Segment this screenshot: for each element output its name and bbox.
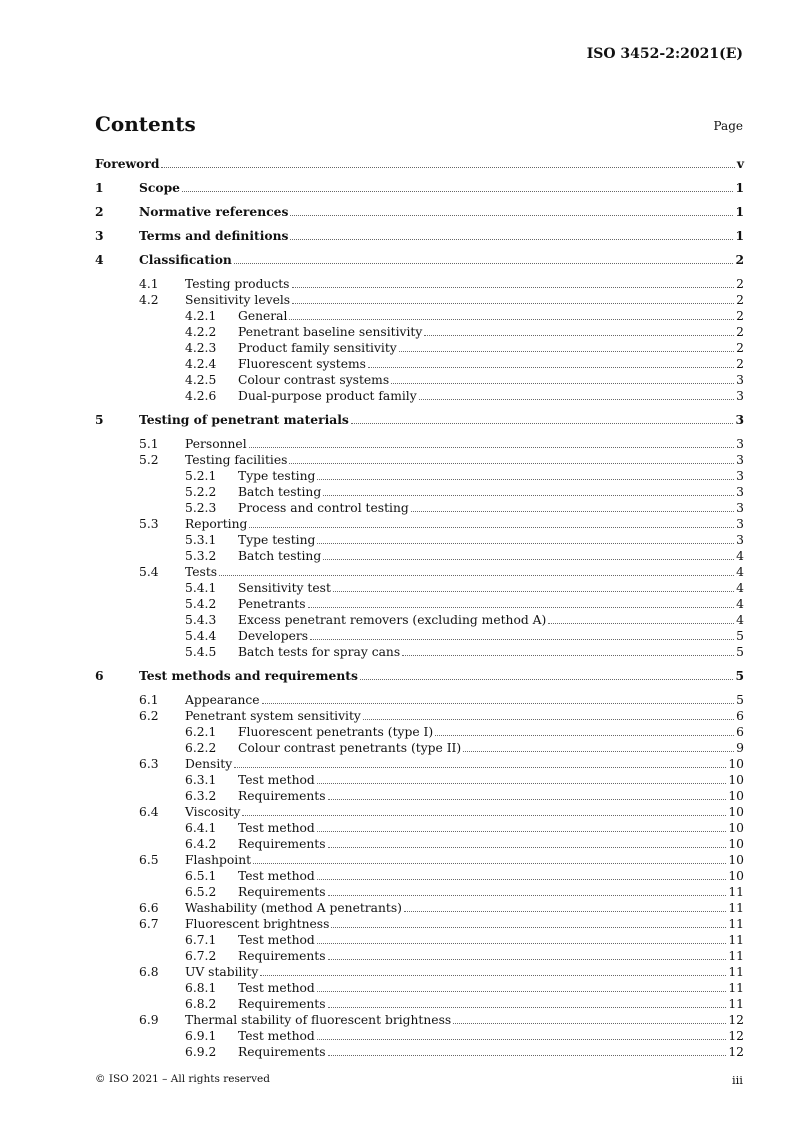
dot-leader	[323, 548, 734, 560]
toc-entry-page: 4	[736, 565, 744, 579]
toc-entry-number: 6.4.2	[185, 837, 217, 851]
toc-entry[interactable]	[95, 308, 744, 324]
toc-entry-title: Personnel	[185, 437, 247, 451]
dot-leader	[310, 628, 734, 640]
toc-entry-number: 6.7.2	[185, 949, 217, 963]
toc-entry-number: 6.4	[139, 805, 159, 819]
dot-leader	[391, 372, 734, 384]
toc-entry-page: 11	[728, 885, 744, 899]
toc-entry-number: 6.9.1	[185, 1029, 217, 1043]
dot-leader	[453, 1012, 726, 1024]
dot-leader	[290, 228, 733, 240]
dot-leader	[249, 436, 735, 448]
toc-entry-number: 6.9	[139, 1013, 159, 1027]
toc-entry-page: 2	[735, 252, 744, 267]
toc-entry-title: Sensitivity test	[238, 581, 331, 595]
toc-entry-page: 3	[736, 453, 744, 467]
toc-entry-number: 6.2.2	[185, 741, 217, 755]
toc-entry[interactable]	[95, 772, 744, 788]
toc-entry[interactable]	[95, 156, 744, 180]
toc-entry-page: 3	[736, 389, 744, 403]
toc-entry-page: 2	[736, 357, 744, 371]
toc-entry-page: 11	[728, 965, 744, 979]
dot-leader	[308, 596, 735, 608]
toc-entry-number: 5.3.2	[185, 549, 217, 563]
toc-entry-title: Fluorescent penetrants (type I)	[238, 725, 434, 739]
toc-entry-number: 5.4.4	[185, 629, 217, 643]
dot-leader	[317, 820, 727, 832]
dot-leader	[249, 516, 734, 528]
toc-entry-number: 6.3.1	[185, 773, 217, 787]
toc-entry-title: Requirements	[238, 885, 326, 899]
toc-entry-number: 4.2.4	[185, 357, 217, 371]
dot-leader	[317, 868, 727, 880]
dot-leader	[328, 996, 727, 1008]
toc-entry-title: Viscosity	[185, 805, 241, 819]
toc-entry-title: Flashpoint	[185, 853, 252, 867]
copyright-notice: © ISO 2021 – All rights reserved	[95, 1073, 270, 1085]
toc-entry[interactable]	[95, 628, 744, 644]
toc-entry[interactable]	[95, 596, 744, 612]
toc-entry-number: 4	[95, 252, 104, 267]
toc-entry-title: Foreword	[95, 156, 160, 171]
toc-entry[interactable]	[95, 788, 744, 804]
dot-leader	[182, 180, 733, 192]
toc-entry-title: Requirements	[238, 949, 326, 963]
toc-entry-page: 1	[735, 228, 744, 243]
toc-entry[interactable]	[95, 388, 744, 404]
toc-entry[interactable]	[95, 836, 744, 852]
toc-entry-title: Test method	[238, 981, 315, 995]
toc-entry[interactable]	[95, 916, 744, 932]
toc-entry-title: Appearance	[185, 693, 260, 707]
toc-entry[interactable]	[95, 500, 744, 516]
toc-entry[interactable]	[95, 548, 744, 564]
dot-leader	[242, 804, 726, 816]
toc-entry[interactable]	[95, 180, 744, 204]
toc-entry-number: 6.5.2	[185, 885, 217, 899]
toc-entry[interactable]	[95, 484, 744, 500]
dot-leader	[351, 412, 734, 424]
toc-entry-page: 5	[736, 645, 744, 659]
toc-entry-page: 4	[736, 613, 744, 627]
toc-entry-title: Reporting	[185, 517, 248, 531]
toc-entry-number: 4.2.6	[185, 389, 217, 403]
toc-entry-number: 4.2.1	[185, 309, 217, 323]
toc-entry-page: 3	[736, 501, 744, 515]
toc-entry-number: 5.1	[139, 437, 159, 451]
toc-entry-number: 4.2.5	[185, 373, 217, 387]
toc-entry-number: 5.2.1	[185, 469, 217, 483]
toc-entry-page: 10	[728, 869, 744, 883]
toc-entry-title: Test method	[238, 1029, 315, 1043]
dot-leader	[548, 612, 734, 624]
toc-entry-title: Dual-purpose product family	[238, 389, 417, 403]
toc-entry-page: 6	[736, 725, 744, 739]
toc-entry-number: 6.6	[139, 901, 159, 915]
toc-entry[interactable]	[95, 324, 744, 340]
toc-entry-number: 5.4.5	[185, 645, 217, 659]
toc-entry-number: 4.2.2	[185, 325, 217, 339]
toc-entry-page: 5	[735, 668, 744, 683]
toc-entry-title: Test method	[238, 773, 315, 787]
toc-entry-page: 10	[728, 853, 744, 867]
toc-entry[interactable]	[95, 804, 744, 820]
toc-entry-page: 2	[736, 325, 744, 339]
dot-leader	[161, 156, 734, 168]
toc-entry-number: 5.2.3	[185, 501, 217, 515]
toc-entry[interactable]	[95, 1028, 744, 1044]
toc-entry[interactable]	[95, 1044, 744, 1060]
toc-entry-title: Developers	[238, 629, 309, 643]
toc-entry-number: 6.7.1	[185, 933, 217, 947]
toc-entry-number: 5.4.1	[185, 581, 217, 595]
toc-entry-title: Test method	[238, 869, 315, 883]
toc-entry-page: 4	[736, 581, 744, 595]
toc-entry-title: Excess penetrant removers (excluding method A)	[238, 613, 547, 627]
toc-entry-number: 6.2	[139, 709, 159, 723]
toc-entry-title: Penetrant system sensitivity	[185, 709, 361, 723]
page-column-label: Page	[713, 119, 743, 133]
toc-entry[interactable]	[95, 948, 744, 964]
toc-entry-title: Scope	[139, 180, 180, 195]
toc-entry-number: 1	[95, 180, 104, 195]
dot-leader	[360, 668, 734, 680]
toc-entry-title: Penetrants	[238, 597, 306, 611]
toc-entry-number: 5.3	[139, 517, 159, 531]
toc-entry-page: 3	[736, 373, 744, 387]
toc-entry[interactable]	[95, 884, 744, 900]
dot-leader	[368, 356, 734, 368]
toc-entry-number: 2	[95, 204, 104, 219]
toc-entry-title: Type testing	[238, 469, 316, 483]
dot-leader	[317, 532, 734, 544]
dot-leader	[317, 772, 727, 784]
toc-entry-page: 10	[728, 837, 744, 851]
toc-entry-number: 6.8.2	[185, 997, 217, 1011]
toc-entry-page: 3	[736, 437, 744, 451]
toc-entry-title: Terms and definitions	[139, 228, 289, 243]
toc-entry-page: 9	[736, 741, 744, 755]
dot-leader	[289, 308, 734, 320]
toc-entry-title: Type testing	[238, 533, 316, 547]
toc-entry-number: 6	[95, 668, 104, 683]
toc-entry[interactable]	[95, 516, 744, 532]
page-title: Contents	[95, 112, 196, 136]
toc-entry-page: 10	[728, 821, 744, 835]
toc-entry[interactable]	[95, 564, 744, 580]
toc-entry-page: v	[736, 156, 744, 171]
toc-entry-title: Test method	[238, 821, 315, 835]
dot-leader	[419, 388, 734, 400]
toc-entry-page: 12	[728, 1013, 744, 1027]
toc-entry[interactable]	[95, 580, 744, 596]
toc-entry[interactable]	[95, 852, 744, 868]
toc-entry[interactable]	[95, 900, 744, 916]
toc-entry[interactable]	[95, 252, 744, 276]
toc-entry-title: Batch testing	[238, 549, 322, 563]
dot-leader	[399, 340, 734, 352]
toc-entry[interactable]	[95, 996, 744, 1012]
toc-entry[interactable]	[95, 356, 744, 372]
toc-entry[interactable]	[95, 708, 744, 724]
toc-entry[interactable]	[95, 468, 744, 484]
toc-entry-title: Batch testing	[238, 485, 322, 499]
toc-entry-title: Sensitivity levels	[185, 293, 291, 307]
toc-entry-page: 5	[736, 629, 744, 643]
toc-entry-title: Normative references	[139, 204, 289, 219]
toc-entry[interactable]	[95, 740, 744, 756]
toc-entry-page: 10	[728, 789, 744, 803]
toc-entry-number: 5.4.3	[185, 613, 217, 627]
toc-entry-page: 11	[728, 981, 744, 995]
dot-leader	[404, 900, 726, 912]
dot-leader	[317, 1028, 727, 1040]
toc-entry-title: Penetrant baseline sensitivity	[238, 325, 423, 339]
toc-entry-page: 11	[728, 997, 744, 1011]
toc-entry-page: 2	[736, 293, 744, 307]
toc-entry[interactable]	[95, 452, 744, 468]
toc-entry-page: 4	[736, 597, 744, 611]
toc-entry-title: Colour contrast penetrants (type II)	[238, 741, 462, 755]
toc-entry-title: Requirements	[238, 997, 326, 1011]
toc-entry[interactable]	[95, 228, 744, 252]
toc-entry-number: 6.8.1	[185, 981, 217, 995]
dot-leader	[424, 324, 734, 336]
toc-entry-title: Thermal stability of fluorescent brightness	[185, 1013, 452, 1027]
toc-entry-number: 6.4.1	[185, 821, 217, 835]
dot-leader	[328, 1044, 727, 1056]
toc-entry[interactable]	[95, 868, 744, 884]
toc-entry-page: 12	[728, 1045, 744, 1059]
toc-entry[interactable]	[95, 932, 744, 948]
toc-entry-page: 11	[728, 949, 744, 963]
dot-leader	[290, 204, 733, 216]
toc-entry-title: Testing of penetrant materials	[139, 412, 349, 427]
toc-entry-number: 5	[95, 412, 104, 427]
toc-entry-title: Classification	[139, 252, 232, 267]
toc-entry[interactable]	[95, 532, 744, 548]
toc-entry-number: 5.2	[139, 453, 159, 467]
toc-entry[interactable]	[95, 612, 744, 628]
toc-entry-title: Fluorescent brightness	[185, 917, 330, 931]
toc-entry-page: 11	[728, 901, 744, 915]
dot-leader	[234, 252, 734, 264]
toc-entry-number: 6.3.2	[185, 789, 217, 803]
dot-leader	[317, 932, 727, 944]
dot-leader	[331, 916, 726, 928]
toc-entry-title: Requirements	[238, 1045, 326, 1059]
dot-leader	[333, 580, 734, 592]
toc-entry-number: 6.7	[139, 917, 159, 931]
toc-entry-number: 4.2.3	[185, 341, 217, 355]
toc-entry-title: General	[238, 309, 288, 323]
toc-entry-page: 11	[728, 933, 744, 947]
toc-entry[interactable]	[95, 340, 744, 356]
toc-entry-title: Testing products	[185, 277, 290, 291]
dot-leader	[402, 644, 734, 656]
toc-entry-title: Fluorescent systems	[238, 357, 366, 371]
toc-entry-page: 4	[736, 549, 744, 563]
toc-entry[interactable]	[95, 756, 744, 772]
toc-entry[interactable]	[95, 668, 744, 692]
toc-entry-number: 6.3	[139, 757, 159, 771]
dot-leader	[411, 500, 734, 512]
toc-entry-page: 3	[736, 533, 744, 547]
toc-entry-number: 4.1	[139, 277, 159, 291]
toc-entry-title: Tests	[185, 565, 218, 579]
toc-entry-number: 6.2.1	[185, 725, 217, 739]
dot-leader	[463, 740, 734, 752]
toc-entry-title: Process and control testing	[238, 501, 409, 515]
toc-entry-page: 12	[728, 1029, 744, 1043]
toc-entry-title: UV stability	[185, 965, 259, 979]
toc-entry-number: 4.2	[139, 293, 159, 307]
dot-leader	[435, 724, 734, 736]
toc-entry-title: Batch tests for spray cans	[238, 645, 401, 659]
toc-entry[interactable]	[95, 1012, 744, 1028]
toc-entry-number: 5.4.2	[185, 597, 217, 611]
toc-entry-page: 5	[736, 693, 744, 707]
toc-entry[interactable]	[95, 412, 744, 436]
document-id: ISO 3452-2:2021(E)	[586, 46, 743, 62]
dot-leader	[317, 980, 727, 992]
toc-entry-number: 6.5.1	[185, 869, 217, 883]
toc-entry-page: 6	[736, 709, 744, 723]
toc-entry-title: Requirements	[238, 789, 326, 803]
dot-leader	[262, 692, 735, 704]
toc-entry[interactable]	[95, 204, 744, 228]
toc-entry-number: 5.4	[139, 565, 159, 579]
toc-entry-page: 10	[728, 805, 744, 819]
toc-entry-title: Product family sensitivity	[238, 341, 397, 355]
toc-entry[interactable]	[95, 964, 744, 980]
dot-leader	[260, 964, 726, 976]
toc-entry[interactable]	[95, 644, 744, 660]
table-of-contents	[95, 156, 744, 1060]
toc-entry-number: 3	[95, 228, 104, 243]
toc-entry-page: 10	[728, 757, 744, 771]
toc-entry-page: 1	[735, 204, 744, 219]
toc-entry-title: Colour contrast systems	[238, 373, 390, 387]
toc-entry[interactable]	[95, 436, 744, 452]
toc-entry-page: 11	[728, 917, 744, 931]
toc-entry[interactable]	[95, 724, 744, 740]
dot-leader	[323, 484, 734, 496]
toc-entry[interactable]	[95, 820, 744, 836]
dot-leader	[317, 468, 734, 480]
dot-leader	[292, 292, 734, 304]
dot-leader	[328, 948, 727, 960]
toc-entry-page: 3	[736, 485, 744, 499]
toc-entry-number: 6.9.2	[185, 1045, 217, 1059]
toc-entry-title: Testing facilities	[185, 453, 288, 467]
toc-entry-page: 2	[736, 309, 744, 323]
toc-entry-number: 6.5	[139, 853, 159, 867]
toc-entry[interactable]	[95, 292, 744, 308]
toc-entry-number: 5.2.2	[185, 485, 217, 499]
dot-leader	[328, 836, 727, 848]
dot-leader	[253, 852, 726, 864]
toc-entry-number: 6.1	[139, 693, 159, 707]
toc-entry[interactable]	[95, 372, 744, 388]
toc-entry-page: 10	[728, 773, 744, 787]
toc-entry-number: 6.8	[139, 965, 159, 979]
dot-leader	[219, 564, 734, 576]
toc-entry-page: 2	[736, 341, 744, 355]
toc-entry[interactable]	[95, 276, 744, 292]
dot-leader	[289, 452, 734, 464]
toc-entry-title: Requirements	[238, 837, 326, 851]
toc-entry-page: 3	[736, 517, 744, 531]
toc-entry-title: Washability (method A penetrants)	[185, 901, 402, 915]
toc-entry-page: 3	[736, 469, 744, 483]
toc-entry-page: 3	[735, 412, 744, 427]
page-number: iii	[731, 1073, 743, 1087]
dot-leader	[363, 708, 734, 720]
dot-leader	[328, 788, 727, 800]
toc-entry-page: 2	[736, 277, 744, 291]
dot-leader	[292, 276, 735, 288]
toc-entry-page: 1	[735, 180, 744, 195]
toc-entry-title: Test methods and requirements	[139, 668, 358, 683]
toc-entry-title: Test method	[238, 933, 315, 947]
toc-entry-number: 5.3.1	[185, 533, 217, 547]
toc-entry-title: Density	[185, 757, 233, 771]
dot-leader	[328, 884, 727, 896]
toc-entry[interactable]	[95, 692, 744, 708]
dot-leader	[234, 756, 726, 768]
toc-entry[interactable]	[95, 980, 744, 996]
